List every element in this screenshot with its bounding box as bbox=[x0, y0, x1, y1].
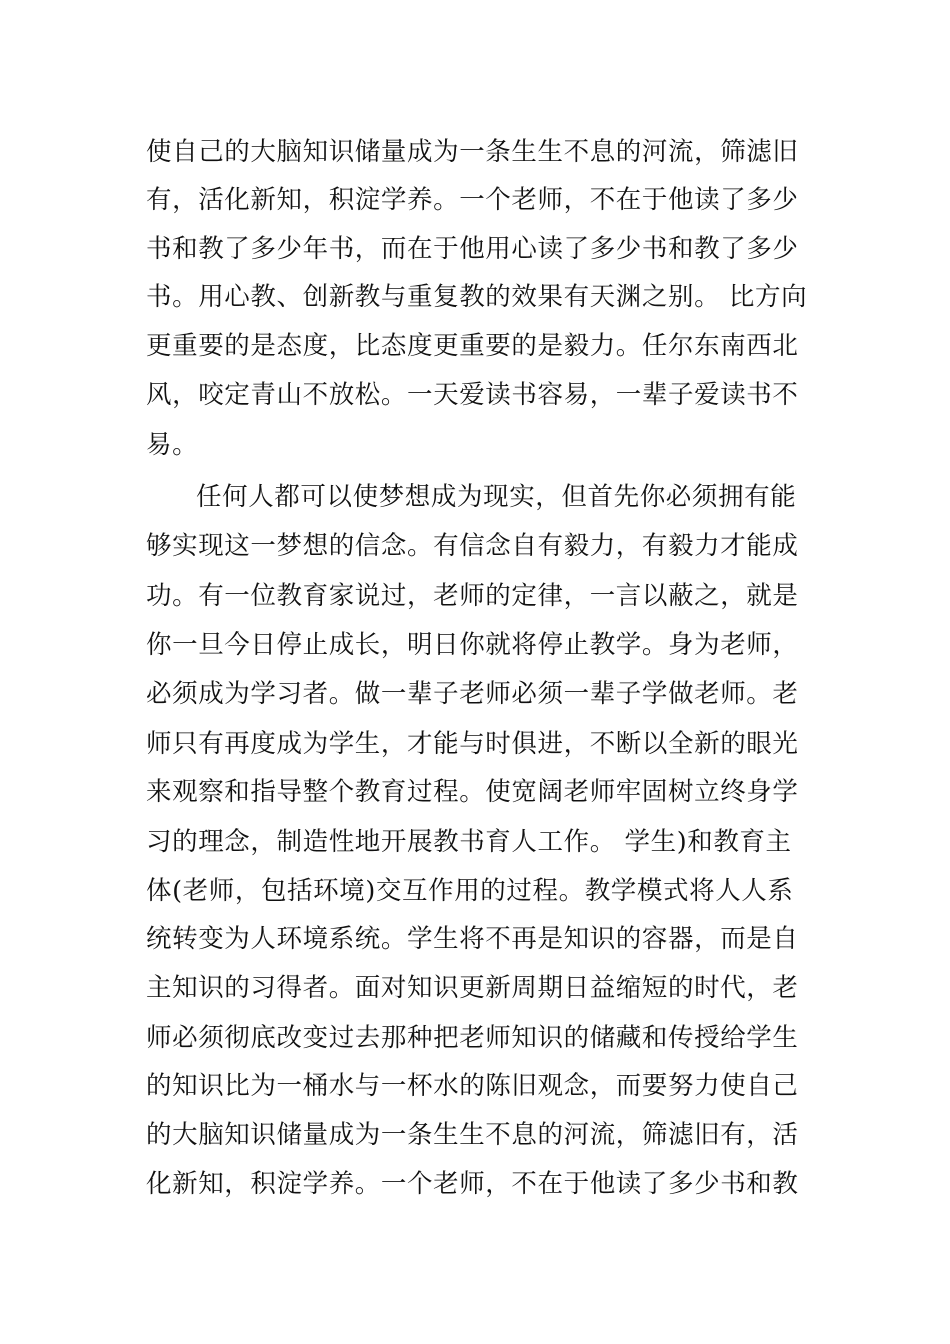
text-line: 你一旦今日停止成长，明日你就将停止教学。身为老师， bbox=[146, 630, 799, 660]
text-line: 必须成为学习者。做一辈子老师必须一辈子学做老师。老 bbox=[146, 679, 799, 709]
text-line: 使自己的大脑知识储量成为一条生生不息的河流，筛滤旧 bbox=[146, 137, 799, 167]
text-line: 书。用心教、创新教与重复教的效果有天渊之别。 比方向 bbox=[146, 282, 808, 312]
text-line: 有，活化新知，积淀学养。一个老师，不在于他读了多少 bbox=[146, 185, 799, 215]
text-line: 书和教了多少年书，而在于他用心读了多少书和教了多少 bbox=[146, 234, 799, 264]
text-line: 风，咬定青山不放松。一天爱读书容易，一辈子爱读书不 bbox=[146, 380, 799, 410]
text-line: 化新知，积淀学养。一个老师，不在于他读了多少书和教 bbox=[146, 1169, 799, 1199]
text-line: 习的理念，制造性地开展教书育人工作。 学生)和教育主 bbox=[146, 827, 792, 857]
text-line: 够实现这一梦想的信念。有信念自有毅力，有毅力才能成 bbox=[146, 531, 799, 561]
text-line: 更重要的是态度，比态度更重要的是毅力。任尔东南西北 bbox=[146, 331, 799, 361]
text-line: 师只有再度成为学生，才能与时俱进，不断以全新的眼光 bbox=[146, 729, 799, 759]
text-line: 来观察和指导整个教育过程。使宽阔老师牢固树立终身学 bbox=[146, 777, 799, 807]
text-line: 的知识比为一桶水与一杯水的陈旧观念，而要努力使自己 bbox=[146, 1071, 799, 1101]
text-line: 主知识的习得者。面对知识更新周期日益缩短的时代，老 bbox=[146, 973, 799, 1003]
text-line: 体(老师，包括环境)交互作用的过程。教学模式将人人系 bbox=[146, 876, 794, 906]
text-line: 易。 bbox=[146, 430, 199, 460]
text-line: 任何人都可以使梦想成为现实，但首先你必须拥有能 bbox=[196, 482, 797, 512]
text-line: 统转变为人环境系统。学生将不再是知识的容器，而是自 bbox=[146, 924, 799, 954]
text-line: 的大脑知识储量成为一条生生不息的河流，筛滤旧有，活 bbox=[146, 1120, 799, 1150]
text-line: 师必须彻底改变过去那种把老师知识的储藏和传授给学生 bbox=[146, 1023, 799, 1053]
text-line: 功。有一位教育家说过，老师的定律，一言以蔽之，就是 bbox=[146, 581, 799, 611]
